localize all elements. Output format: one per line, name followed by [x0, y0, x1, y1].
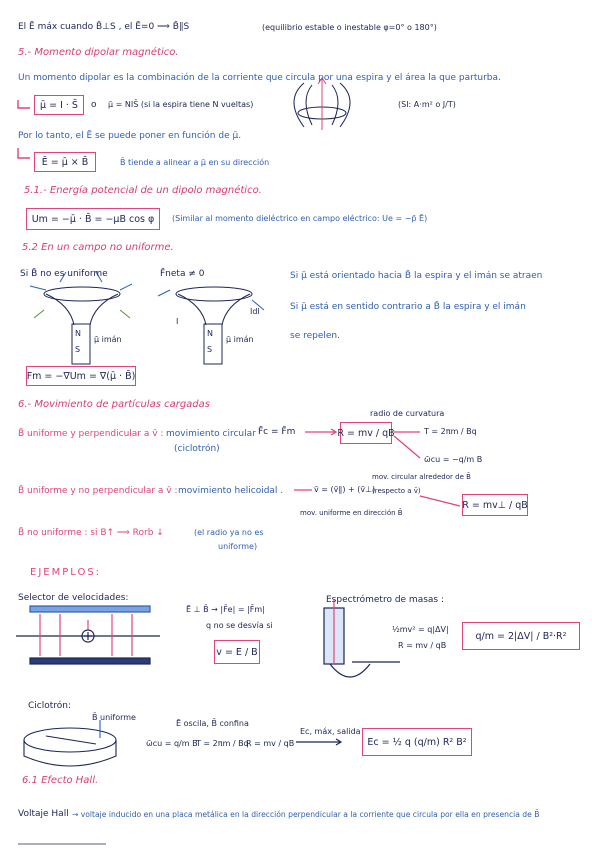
cyclotron-title: Ciclotrón: [28, 701, 72, 711]
row2-condition: B̄ uniforme y no perpendicular a v̄ : [18, 486, 178, 496]
row1-desc1: movimiento circular [166, 429, 256, 439]
net-force-label: F̄neta ≠ 0 [160, 269, 205, 279]
section-5-1-title: 5.1.- Energía potencial de un dipolo magnético. [24, 185, 262, 196]
bullet-arrow-icon [18, 100, 30, 108]
arrow-icon [394, 436, 420, 458]
magnet-moment-left: μ̄ imán [94, 335, 122, 344]
velocity-split: v̄ = (v̄∥) + (v̄⊥) [314, 485, 376, 494]
arrow-icon [420, 496, 460, 506]
spectrometer-eq1: ½mv² = q|ΔV| [392, 625, 449, 634]
torque-intro: Por lo tanto, el Ē se puede poner en función de μ̄. [18, 131, 242, 141]
magnet-n-left: N [75, 329, 81, 338]
hall-label: Voltaje Hall [18, 809, 69, 819]
selector-title: Selector de velocidades: [18, 593, 129, 603]
cyclotron-energy-box: Ec = ½ q (q/m) R² B² [362, 728, 472, 756]
row1-desc2: (ciclotrón) [174, 444, 220, 454]
cyclotron-diagram [24, 720, 116, 766]
examples-title: EJEMPLOS: [30, 567, 102, 578]
spectrometer-title: Espectrómetro de masas : [326, 595, 444, 605]
cyclotron-radius: R = mv / qB [246, 739, 295, 748]
respect-note: (respecto a v̄) [372, 487, 421, 495]
attract-text: Si μ̄ está orientado hacia B̄ la espira y el imán se atraen [290, 271, 543, 281]
funnel-diagram-left [30, 272, 132, 364]
section-5-title: 5.- Momento dipolar magnético. [18, 47, 179, 58]
selector-eq1: Ē ⊥ B̄ → |F̄e| = |F̄m| [186, 605, 265, 614]
cyclotron-e-note: Ē oscila, B̄ confina [176, 719, 249, 728]
equilibrium-note: (equilibrio estable o inestable φ=0° o 180°) [262, 23, 437, 32]
magnet-n-right: N [207, 329, 213, 338]
non-uniform-label: Si B̄ no es uniforme [20, 269, 108, 279]
force-gradient-box: Fm = −∇Um = ∇(μ̄ · B̄) [26, 366, 136, 386]
mass-spectrometer-diagram [324, 600, 400, 677]
bullet-arrow-icon [18, 148, 30, 158]
radius-box: R = mv / qB [340, 422, 392, 444]
dipole-intro: Un momento dipolar es la combinación de la corriente que circula por una espira y el área la que parturba. [18, 73, 501, 83]
velocity-selector-diagram [16, 606, 160, 664]
row1-condition: B̄ uniforme y perpendicular a v̄ : [18, 429, 164, 439]
spectrometer-eq2: R = mv / qB [398, 641, 447, 650]
circular-note: mov. circular alrededor de B̄ [372, 473, 471, 481]
period-formula: T = 2πm / Bq [424, 427, 477, 436]
selector-box: v = E / B [214, 640, 260, 664]
idl-label: Idl [250, 307, 260, 316]
row3-condition: B̄ no uniforme : si B↑ ⟹ Rorb ↓ [18, 528, 164, 538]
magnet-s-left: S [75, 345, 81, 354]
formula-or: o [91, 100, 97, 110]
torque-note: B̄ tiende a alinear a μ̄ en su dirección [120, 158, 270, 167]
si-units: (SI: A·m² o J/T) [398, 100, 456, 109]
uniform-note: mov. uniforme en dirección B̄ [300, 509, 403, 517]
loop-field-diagram [294, 78, 350, 130]
radius-note: radio de curvatura [370, 409, 445, 418]
dipole-moment-box: μ̄ = I · S̄ [34, 95, 84, 115]
repel-text-2: se repelen. [290, 331, 340, 341]
cyclotron-arrow-note: Ec, máx, salida [300, 727, 361, 736]
magnet-moment-right: μ̄ imán [226, 335, 254, 344]
dipole-moment-alt: μ̄ = NIS̄ (si la espira tiene N vueltas) [108, 100, 254, 109]
row3-note1: (el radio ya no es [194, 528, 264, 537]
energy-box: Um = −μ̄ · B̄ = −μB cos φ [26, 208, 160, 230]
current-label: I [176, 317, 179, 326]
torque-box: Ē = μ̄ × B̄ [34, 152, 96, 172]
energy-note: (Similar al momento dieléctrico en campo eléctrico: Ue = −p̄ Ē) [172, 214, 428, 223]
repel-text-1: Si μ̄ está en sentido contrario a B̄ la espira y el imán [290, 302, 526, 312]
section-6-title: 6.- Movimiento de partículas cargadas [18, 399, 210, 410]
angular-freq: ω̄cu = −q/m B [424, 455, 483, 464]
hall-definition: → voltaje inducido en una placa metálica en la dirección perpendicular a la corriente que circula por ella en presencia de B̄ [72, 810, 540, 819]
row3-note2: uniforme) [218, 542, 258, 551]
magnet-s-right: S [207, 345, 213, 354]
row2-desc: movimiento helicoidal . [178, 486, 284, 496]
selector-eq2: q no se desvía si [206, 621, 273, 630]
spectrometer-box: q/m = 2|ΔV| / B²·R² [462, 622, 580, 650]
cyclotron-omega: ω̄cu = q/m B [146, 739, 198, 748]
section-5-2-title: 5.2 En un campo no uniforme. [22, 242, 174, 253]
cyclotron-period: T = 2πm / Bq [196, 739, 249, 748]
cyclotron-b-note: B̄ uniforme [92, 713, 136, 722]
force-balance: F̄c = F̄m [258, 427, 296, 437]
helix-radius-box: R = mv⊥ / qB [462, 494, 528, 516]
section-6-1-title: 6.1 Efecto Hall. [22, 775, 99, 786]
torque-max-text: El Ē máx cuando B̄⊥S , el Ē=0 ⟹ B̄∥S [18, 22, 190, 32]
